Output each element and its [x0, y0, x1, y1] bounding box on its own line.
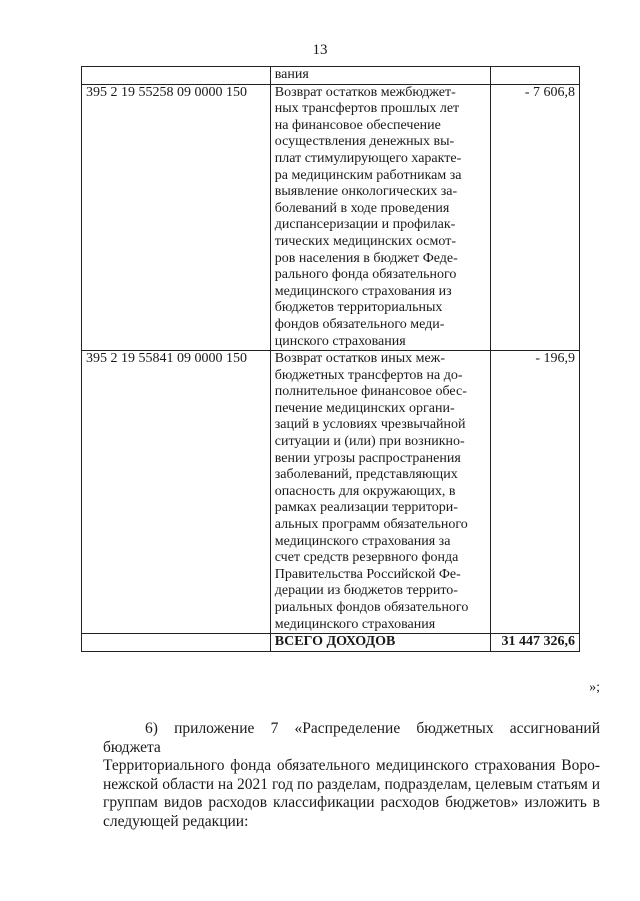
amount-cell: - 7 606,8	[490, 84, 579, 351]
table-row	[82, 351, 580, 634]
paragraph-line: 6) приложение 7 «Распределение бюджетных ассигнований бюджета	[103, 720, 600, 756]
paragraph-line: Территориального фонда обязательного медицинского страхования Воро-	[103, 757, 600, 775]
paragraph-line: нежской области на 2021 год по разделам, подразделам, целевым статьям и	[103, 775, 600, 793]
income-table	[81, 66, 580, 652]
amendment-paragraph	[103, 720, 600, 832]
budget-code-cell	[82, 67, 271, 85]
description-cell: Возврат остатков межбюджет- ных трансфертов прошлых лет на финансовое обеспечение осуществления денежных вы- плат стимулирующего характе- ра медицинским работникам за выявление онкологических за- болеваний в ходе проведения диспансеризации и профилак- тических медицинских осмот- ров населения в бюджет Феде- рального фонда обязательного медицинского страхования из бюджетов территориальных фондов обязательного меди- цинского страхования	[270, 84, 490, 351]
total-label: ВСЕГО ДОХОДОВ	[270, 634, 490, 652]
page-number: 13	[312, 42, 328, 58]
description-cell: вания	[270, 67, 490, 85]
amount-cell: - 196,9	[490, 351, 579, 634]
table-row	[82, 84, 580, 351]
total-row	[82, 634, 580, 652]
total-amount: 31 447 326,6	[490, 634, 579, 652]
table-row	[82, 67, 580, 85]
paragraph-line: следующей редакции:	[103, 812, 249, 830]
amount-cell	[490, 67, 579, 85]
paragraph-line: группам видов расходов классификации расходов бюджетов» изложить в	[103, 794, 600, 812]
total-code-cell	[82, 634, 271, 652]
description-cell: Возврат остатков иных меж- бюджетных трансфертов на до- полнительное финансовое обес- печение медицинских органи- заций в условиях чрезвычайной ситуации и (или) при возникно- вении угрозы распространения заболеваний, представляющих опасность для окружающих, в рамках реализации территори- альных программ обязательного медицинского страхования за счет средств резервного фонда Правительства Российской Фе- дерации из бюджетов террито- риальных фондов обязательного медицинского страхования	[270, 351, 490, 634]
budget-code-cell: 395 2 19 55258 09 0000 150	[82, 84, 271, 351]
budget-code-cell: 395 2 19 55841 09 0000 150	[82, 351, 271, 634]
closing-quote-mark: »;	[589, 680, 600, 695]
